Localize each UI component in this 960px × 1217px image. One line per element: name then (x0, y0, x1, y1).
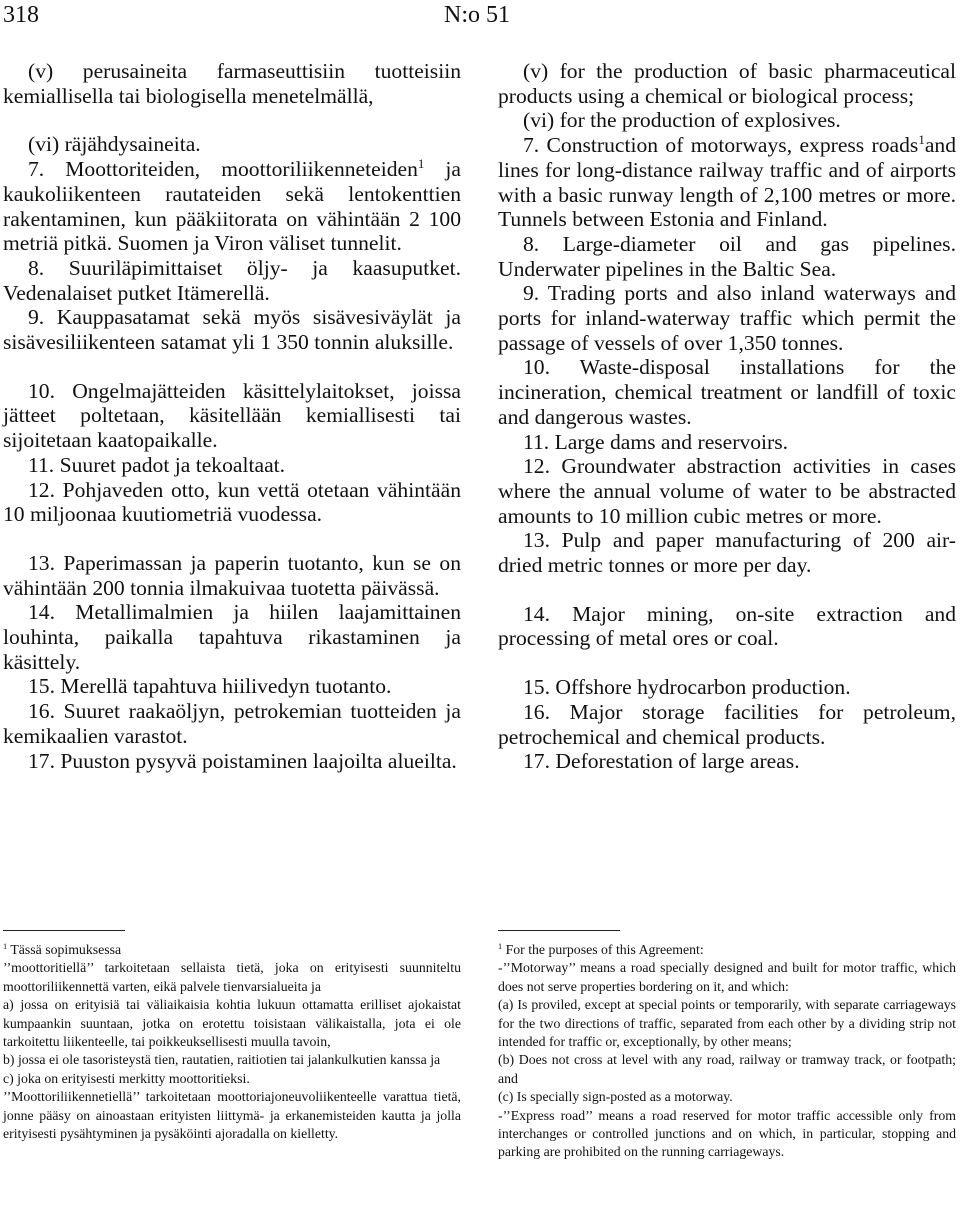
en-footnote-a: (a) Is proviled, except at special points or temporarily, with separate carriageways for the two directions of traffic, separated from each other by a dividing strip not intended for traffic or, exceptionally, by other means; (498, 997, 956, 1050)
fi-footnote-marker: 1 (3, 942, 8, 952)
en-item-9: 9. Trading ports and also inland waterways and ports for inland-waterway traffic which permit the passage of vessels of over 1,350 tonnes. (498, 281, 956, 355)
fi-item-v: (v) perusaineita farmaseuttisiin tuotteisiin kemiallisella tai biologisella menetelmällä, (3, 59, 461, 108)
en-footnote-motorway: -’’Motorway’’ means a road specially designed and built for motor traffic, which does not serve properties bordering on it, and which: (498, 960, 956, 994)
finnish-column (3, 59, 461, 773)
en-item-14: 14. Major mining, on-site extraction and processing of metal ores or coal. (498, 601, 956, 651)
english-column (498, 59, 956, 774)
en-item-10: 10. Waste-disposal installations for the incineration, chemical treatment or landfill of toxic and dangerous wastes. (498, 355, 956, 429)
en-footnote-intro-text: For the purposes of this Agreement: (502, 942, 704, 957)
fi-item-14: 14. Metallimalmien ja hiilen laajamittainen louhinta, paikalla tapahtuva rikastaminen ja käsittely. (3, 600, 461, 674)
finnish-footnote (3, 930, 461, 1143)
fi-item-16: 16. Suuret raakaöljyn, petrokemian tuotteiden ja kemikaalien varastot. (3, 699, 461, 748)
fi-item-10: 10. Ongelmajätteiden käsittelylaitokset, joissa jätteet poltetaan, käsitellään kemiallisesti tai sijoitetaan kaatopaikalle. (3, 378, 461, 453)
en-item-17: 17. Deforestation of large areas. (523, 749, 800, 774)
en-footnote-marker: 1 (498, 942, 503, 952)
fi-footnote-ref: 1 (417, 156, 425, 172)
en-item-7 (498, 133, 956, 232)
en-item-v: (v) for the production of basic pharmaceutical products using a chemical or biological process; (498, 59, 956, 108)
fi-item-7 (3, 157, 461, 256)
en-footnote-c: (c) Is specially sign-posted as a motorway. (498, 1089, 733, 1105)
fi-footnote-a: a) jossa on erityisiä tai väliaikaisia kohtia lukuun ottamatta erilliset ajokaistat kumpaankin suuntaan, jotka on erotettu toisistaan välikaistalla, jota ei ole tarkoitettu liikenteelle, tai poikkeuksellisesti muulla tavoin, (3, 997, 461, 1050)
fi-footnote-b: b) jossa ei ole tasoristeystä tien, rautatien, raitiotien tai jalankulkutien kanssa ja (3, 1052, 441, 1068)
fi-item-9: 9. Kauppasatamat sekä myös sisävesiväylät ja sisävesiliikenteen satamat yli 1 350 tonnin aluksille. (3, 305, 461, 355)
en-item-12: 12. Groundwater abstraction activities in cases where the annual volume of water to be abstracted amounts to 10 million cubic metres or more. (498, 454, 956, 528)
en-footnote-b: (b) Does not cross at level with any road, railway or tramway track, or footpath; and (498, 1052, 956, 1086)
fi-item-15: 15. Merellä tapahtuva hiilivedyn tuotanto. (28, 674, 392, 699)
fi-item-8: 8. Suuriläpimittaiset öljy- ja kaasuputket. Vedenalaiset putket Itämerellä. (3, 255, 461, 305)
fi-footnote-motorway: ’’moottoritiellä’’ tarkoitetaan sellaista tietä, joka on erityisesti suunniteltu moottoriliikennettä varten, eikä palvele tienvarsialueita ja (3, 960, 461, 994)
en-item-7-text-a: 7. Construction of motorways, express roads (523, 133, 919, 158)
fi-footnote-c: c) joka on erityisesti merkitty moottoritieksi. (3, 1070, 250, 1086)
en-item-15: 15. Offshore hydrocarbon production. (523, 675, 851, 700)
english-footnote (498, 930, 956, 1162)
en-item-7-text-b: and lines for long-distance railway traffic and of airports with a basic runway length of 2,100 metres or more. Tunnels between Estonia and Finland. (498, 133, 956, 232)
fi-footnote-express: ’’Moottoriliikennetiellä’’ tarkoitetaan moottoriajoneuvoliikenteelle varattua tietä, jonne pääsy on ainoastaan erityisten liittymä- ja erkanemisteiden kautta ja jolla erityisesti pysähtyminen ja pysäköinti ajoradalla on kielletty. (3, 1089, 461, 1142)
fi-item-17: 17. Puuston pysyvä poistaminen laajoilta alueilta. (28, 748, 457, 773)
fi-item-7-text-b: ja kaukoliikenteen rautateiden sekä lentokenttien rakentaminen, kun pääkiitorata on vähintään 2 100 metriä pitkä. Suomen ja Viron väliset tunnelit. (3, 157, 461, 256)
fi-item-13: 13. Paperimassan ja paperin tuotanto, kun se on vähintään 200 tonnia ilmakuivaa tuotetta päivässä. (3, 550, 461, 600)
fi-footnote-intro-text: Tässä sopimuksessa (7, 942, 122, 957)
en-item-8: 8. Large-diameter oil and gas pipelines. Underwater pipelines in the Baltic Sea. (498, 231, 956, 281)
footnote-divider (498, 930, 620, 931)
en-item-13: 13. Pulp and paper manufacturing of 200 air-dried metric tonnes or more per day. (498, 528, 956, 578)
en-item-vi: (vi) for the production of explosives. (523, 108, 841, 133)
issue-number: N:o 51 (444, 2, 510, 28)
fi-item-11: 11. Suuret padot ja tekoaltaat. (28, 452, 286, 477)
en-footnote-express: -’’Express road’’ means a road reserved for motor traffic accessible only from interchanges or controlled junctions and on which, in particular, stopping and parking are prohibited on the running carriageways. (498, 1107, 956, 1160)
en-footnote-intro (498, 941, 956, 959)
fi-footnote-intro (3, 941, 461, 959)
footnote-divider (3, 930, 125, 931)
en-footnote-ref: 1 (918, 132, 925, 148)
fi-item-12: 12. Pohjaveden otto, kun vettä otetaan vähintään 10 miljoonaa kuutiometriä vuodessa. (3, 477, 461, 527)
en-item-16: 16. Major storage facilities for petroleum, petrochemical and chemical products. (498, 699, 956, 749)
page-number: 318 (3, 2, 39, 28)
fi-item-7-text-a: 7. Moottoriteiden, moottoriliikenneteiden (28, 157, 418, 182)
en-item-11: 11. Large dams and reservoirs. (523, 429, 789, 454)
fi-item-vi: (vi) räjähdysaineita. (28, 132, 201, 157)
